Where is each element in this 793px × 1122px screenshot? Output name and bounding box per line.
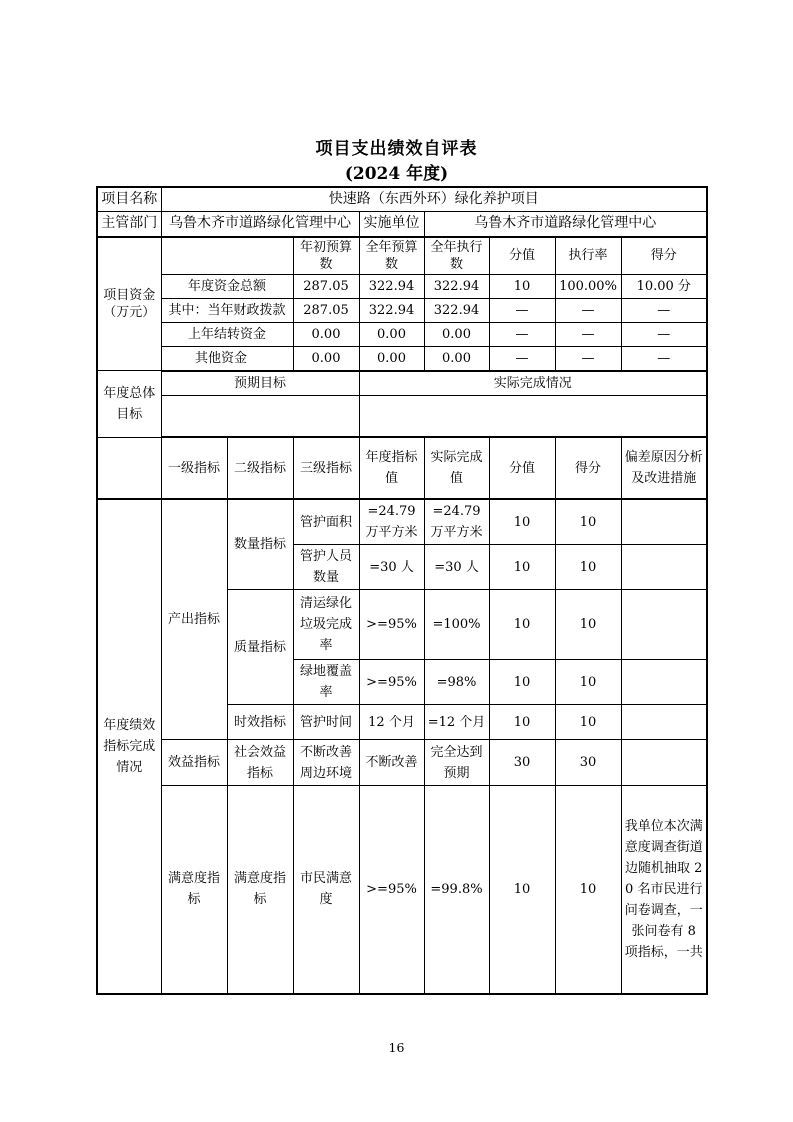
empty-cell	[97, 437, 161, 499]
funds-score: —	[621, 298, 707, 322]
indicator-points: 10	[489, 786, 555, 994]
indicator-target: >=95%	[359, 786, 424, 994]
indicator-remark	[621, 499, 707, 545]
indicator-points: 10	[489, 660, 555, 705]
funds-annual: 322.94	[359, 274, 424, 298]
indicator-actual: =24.79 万平方米	[424, 499, 489, 545]
indicator-score: 30	[555, 740, 621, 786]
funds-score: —	[621, 346, 707, 371]
level2-timeliness: 时效指标	[227, 705, 293, 740]
indicator-name: 管护人员数量	[293, 545, 359, 590]
level1-satisfaction: 满意度指标	[161, 786, 227, 994]
funds-col-points: 分值	[489, 237, 555, 275]
indicator-target: >=95%	[359, 660, 424, 705]
indicator-score: 10	[555, 590, 621, 660]
indicator-target: =30 人	[359, 545, 424, 590]
funds-row-label: 其中：当年财政拨款	[161, 298, 293, 322]
funds-col-score: 得分	[621, 237, 707, 275]
dept-value: 乌鲁木齐市道路绿化管理中心	[161, 212, 359, 237]
funds-exec-rate: —	[555, 322, 621, 346]
goal-expected-value	[161, 395, 359, 437]
impl-unit-value: 乌鲁木齐市道路绿化管理中心	[424, 212, 707, 237]
funds-col-executed: 全年执行数	[424, 237, 489, 275]
funds-exec-rate: —	[555, 298, 621, 322]
indicator-name: 管护面积	[293, 499, 359, 545]
indicator-points: 10	[489, 705, 555, 740]
project-name-value: 快速路（东西外环）绿化养护项目	[161, 187, 707, 212]
funds-score: 10.00 分	[621, 274, 707, 298]
funds-exec-rate: 100.00%	[555, 274, 621, 298]
funds-annual: 0.00	[359, 346, 424, 371]
level2-quantity: 数量指标	[227, 499, 293, 590]
goal-actual-value	[359, 395, 707, 437]
indicator-actual: 完全达到预期	[424, 740, 489, 786]
funds-col-annual-budget: 全年预算数	[359, 237, 424, 275]
title-block	[0, 0, 793, 186]
funds-total-row	[97, 274, 707, 298]
funds-header-row	[97, 237, 707, 275]
col-actual: 实际完成值	[424, 437, 489, 499]
funds-points: —	[489, 322, 555, 346]
department-row	[97, 212, 707, 237]
impl-unit-label: 实施单位	[359, 212, 424, 237]
indicator-score: 10	[555, 705, 621, 740]
level2-satisfaction: 满意度指标	[227, 786, 293, 994]
level1-output: 产出指标	[161, 499, 227, 740]
level2-quality: 质量指标	[227, 590, 293, 705]
indicator-row	[97, 786, 707, 994]
dept-label: 主管部门	[97, 212, 161, 237]
funds-initial: 0.00	[293, 322, 359, 346]
indicator-points: 10	[489, 499, 555, 545]
indicator-actual: =99.8%	[424, 786, 489, 994]
funds-carryover-row	[97, 322, 707, 346]
indicator-target: 12 个月	[359, 705, 424, 740]
document-subtitle: (2024 年度)	[344, 164, 449, 184]
project-name-label: 项目名称	[97, 187, 161, 212]
goal-expected-label: 预期目标	[161, 371, 359, 396]
indicator-actual: =30 人	[424, 545, 489, 590]
indicator-name: 绿地覆盖率	[293, 660, 359, 705]
goal-content-row	[97, 395, 707, 437]
funds-annual: 0.00	[359, 322, 424, 346]
funds-annual: 322.94	[359, 298, 424, 322]
col-points: 分值	[489, 437, 555, 499]
funds-initial: 287.05	[293, 274, 359, 298]
indicator-remark	[621, 590, 707, 660]
page-number: 16	[388, 1040, 405, 1055]
funds-executed: 322.94	[424, 274, 489, 298]
level2-social: 社会效益指标	[227, 740, 293, 786]
indicator-remark	[621, 545, 707, 590]
funds-exec-rate: —	[555, 346, 621, 371]
funds-executed: 322.94	[424, 298, 489, 322]
funds-section-label: 项目资金（万元）	[97, 237, 161, 371]
col-level2: 二级指标	[227, 437, 293, 499]
indicator-remark	[621, 660, 707, 705]
funds-initial: 0.00	[293, 346, 359, 371]
funds-other-row	[97, 346, 707, 371]
goal-header-row	[97, 371, 707, 396]
indicator-row	[97, 499, 707, 545]
indicator-actual: =12 个月	[424, 705, 489, 740]
col-level1: 一级指标	[161, 437, 227, 499]
indicator-points: 10	[489, 545, 555, 590]
empty-cell	[161, 237, 293, 275]
col-level3: 三级指标	[293, 437, 359, 499]
indicator-header-row	[97, 437, 707, 499]
col-score: 得分	[555, 437, 621, 499]
indicator-score: 10	[555, 499, 621, 545]
indicator-name: 不断改善周边环境	[293, 740, 359, 786]
funds-row-label: 其他资金	[161, 346, 293, 371]
funds-row-label: 上年结转资金	[161, 322, 293, 346]
self-evaluation-table	[96, 186, 708, 995]
funds-points: —	[489, 346, 555, 371]
indicator-name: 管护时间	[293, 705, 359, 740]
indicator-actual: =98%	[424, 660, 489, 705]
indicator-name: 市民满意度	[293, 786, 359, 994]
indicator-actual: =100%	[424, 590, 489, 660]
funds-points: —	[489, 298, 555, 322]
indicator-target: >=95%	[359, 590, 424, 660]
funds-points: 10	[489, 274, 555, 298]
indicator-score: 10	[555, 660, 621, 705]
indicator-remark	[621, 705, 707, 740]
funds-executed: 0.00	[424, 322, 489, 346]
indicator-remark: 我单位本次满意度调查街道边随机抽取 20 名市民进行问卷调查，一张问卷有 8 项指标，一共	[621, 786, 707, 994]
indicator-row	[97, 740, 707, 786]
funds-col-exec-rate: 执行率	[555, 237, 621, 275]
goal-actual-label: 实际完成情况	[359, 371, 707, 396]
level1-benefit: 效益指标	[161, 740, 227, 786]
indicator-score: 10	[555, 786, 621, 994]
goal-section-label: 年度总体目标	[97, 371, 161, 438]
funds-col-initial-budget: 年初预算数	[293, 237, 359, 275]
indicator-points: 10	[489, 590, 555, 660]
indicator-name: 清运绿化垃圾完成率	[293, 590, 359, 660]
indicator-target: =24.79 万平方米	[359, 499, 424, 545]
indicator-points: 30	[489, 740, 555, 786]
indicators-section-label: 年度绩效指标完成情况	[97, 499, 161, 994]
funds-score: —	[621, 322, 707, 346]
funds-initial: 287.05	[293, 298, 359, 322]
funds-row-label: 年度资金总额	[161, 274, 293, 298]
funds-executed: 0.00	[424, 346, 489, 371]
indicator-target: 不断改善	[359, 740, 424, 786]
funds-fiscal-row	[97, 298, 707, 322]
document-title: 项目支出绩效自评表	[315, 139, 478, 159]
col-target: 年度指标值	[359, 437, 424, 499]
project-name-row	[97, 187, 707, 212]
indicator-remark	[621, 740, 707, 786]
col-deviation: 偏差原因分析及改进措施	[621, 437, 707, 499]
indicator-score: 10	[555, 545, 621, 590]
